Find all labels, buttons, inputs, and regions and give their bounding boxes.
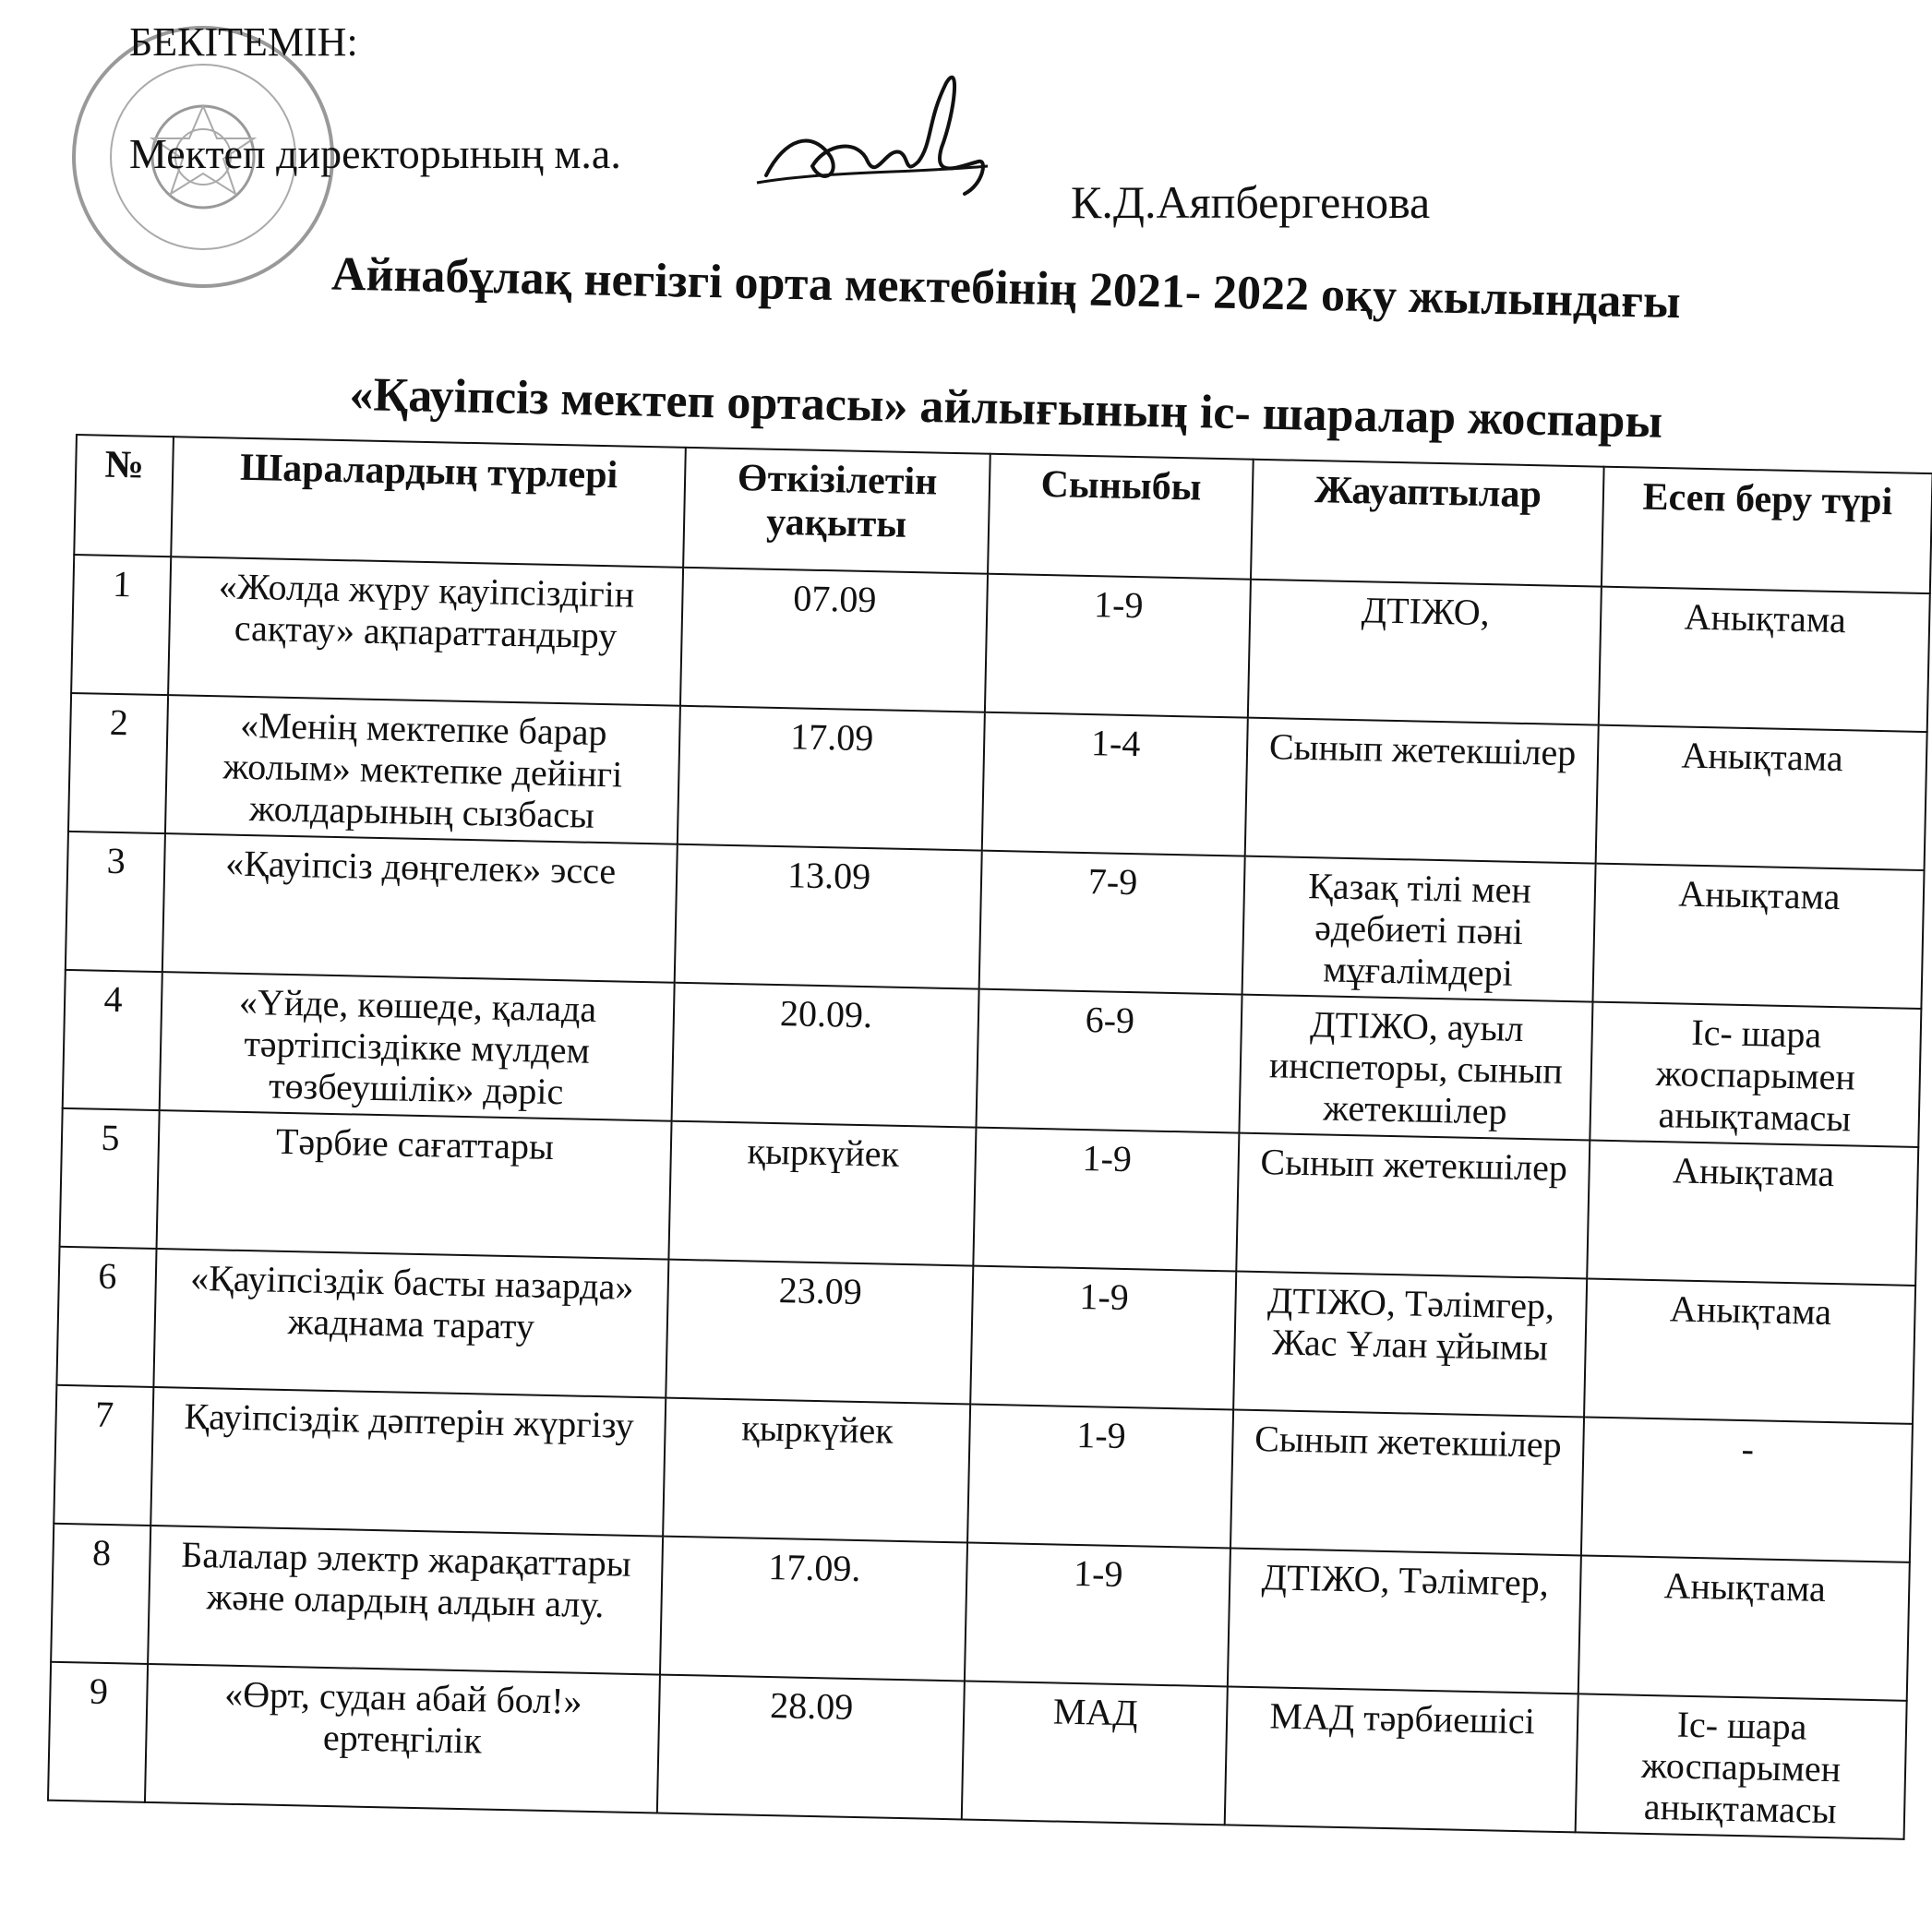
row-date: 28.09 xyxy=(657,1675,965,1820)
row-grade: 7-9 xyxy=(979,851,1245,995)
row-date: 20.09. xyxy=(672,983,979,1128)
row-grade: 1-9 xyxy=(967,1405,1233,1549)
row-report: Анықтама xyxy=(1596,725,1927,870)
row-date: 17.09 xyxy=(678,706,985,851)
row-event: «Менің мектепке барар жолым» мектепке дейінгі жолдарының сызбасы xyxy=(165,695,680,844)
row-number: 2 xyxy=(68,693,168,833)
column-header-event: Шаралардың түрлері xyxy=(171,437,686,568)
document-title-line1: Айнабұлақ негізгі орта мектебінің 2021- 2022 оқу жылындағы xyxy=(330,247,1682,329)
row-event: «Үйде, көшеде, қалада тәртіпсіздікке мүлдем төзбеушілік» дәріс xyxy=(160,972,675,1121)
row-number: 6 xyxy=(56,1247,156,1387)
row-number: 1 xyxy=(71,555,171,695)
row-date: қыркүйек xyxy=(668,1121,976,1266)
row-report: Анықтама xyxy=(1599,587,1930,732)
row-date: 13.09 xyxy=(675,844,982,989)
row-grade: 1-4 xyxy=(982,712,1248,856)
row-event: «Қауіпсіз дөңгелек» эссе xyxy=(162,833,678,983)
row-responsible: Сынып жетекшілер xyxy=(1230,1409,1584,1555)
approval-label: БЕКІТЕМІН: xyxy=(129,19,358,65)
row-responsible: Сынып жетекшілер xyxy=(1245,718,1599,864)
row-event: Балалар электр жарақаттары және олардың алдын алу. xyxy=(148,1526,663,1675)
director-name: К.Д.Аяпбергенова xyxy=(1071,176,1431,228)
row-report: Іс- шара жоспарымен анықтамасы xyxy=(1590,1002,1921,1147)
row-date: 23.09 xyxy=(666,1260,973,1405)
document-title-line2: «Қауіпсіз мектеп ортасы» айлығының іс- шаралар жоспары xyxy=(349,367,1663,449)
signature-icon xyxy=(748,55,1006,212)
row-grade: 1-9 xyxy=(965,1542,1230,1686)
row-number: 4 xyxy=(63,970,162,1110)
row-responsible: ДТІЖО, Тәлімгер, Жас Ұлан ұйымы xyxy=(1233,1272,1587,1418)
row-grade: 1-9 xyxy=(973,1128,1239,1272)
row-number: 9 xyxy=(48,1662,148,1802)
row-grade: 1-9 xyxy=(985,574,1251,718)
row-grade: МАД xyxy=(962,1681,1228,1825)
row-responsible: ДТІЖО, Тәлімгер, xyxy=(1228,1548,1581,1694)
row-event: «Жолда жүру қауіпсіздігін сақтау» ақпараттандыру xyxy=(168,557,683,706)
row-date: қыркүйек xyxy=(663,1398,970,1543)
row-responsible: Қазақ тілі мен әдебиеті пәні мұғалімдері xyxy=(1242,856,1596,1002)
row-report: Анықтама xyxy=(1578,1555,1910,1700)
row-report: Іс- шара жоспарымен анықтамасы xyxy=(1576,1694,1907,1838)
column-header-report: Есеп беру түрі xyxy=(1602,467,1932,593)
plan-table-wrapper xyxy=(47,434,1932,1840)
row-grade: 1-9 xyxy=(970,1266,1236,1410)
row-number: 7 xyxy=(54,1385,153,1526)
row-responsible: Сынып жетекшілер xyxy=(1236,1133,1590,1279)
row-responsible: МАД тәрбиешісі xyxy=(1225,1686,1578,1832)
row-report: Анықтама xyxy=(1584,1278,1915,1423)
row-date: 07.09 xyxy=(680,568,988,712)
row-report: Анықтама xyxy=(1592,864,1924,1009)
row-report: - xyxy=(1581,1417,1913,1562)
row-event: Қауіпсіздік дәптерін жүргізу xyxy=(150,1387,666,1537)
row-grade: 6-9 xyxy=(976,989,1242,1133)
column-header-responsible: Жауаптылар xyxy=(1251,460,1604,587)
row-event: Тәрбие сағаттары xyxy=(157,1110,672,1260)
column-header-grade: Сыныбы xyxy=(988,454,1254,580)
director-title: Мектеп директорының м.а. xyxy=(129,130,621,177)
row-event: «Өрт, судан абай бол!» ертеңгілік xyxy=(145,1664,660,1813)
row-number: 8 xyxy=(51,1524,150,1664)
row-number: 3 xyxy=(66,832,165,972)
column-header-number: № xyxy=(74,435,174,557)
row-responsible: ДТІЖО, ауыл инспеторы, сынып жетекшілер xyxy=(1239,995,1592,1141)
row-number: 5 xyxy=(60,1108,160,1249)
plan-table xyxy=(47,434,1932,1840)
row-responsible: ДТІЖО, xyxy=(1248,580,1602,725)
row-report: Анықтама xyxy=(1587,1141,1918,1286)
row-event: «Қауіпсіздік басты назарда» жаднама тарату xyxy=(153,1249,668,1398)
column-header-date: Өткізілетін уақыты xyxy=(683,448,990,574)
row-date: 17.09. xyxy=(660,1537,967,1682)
